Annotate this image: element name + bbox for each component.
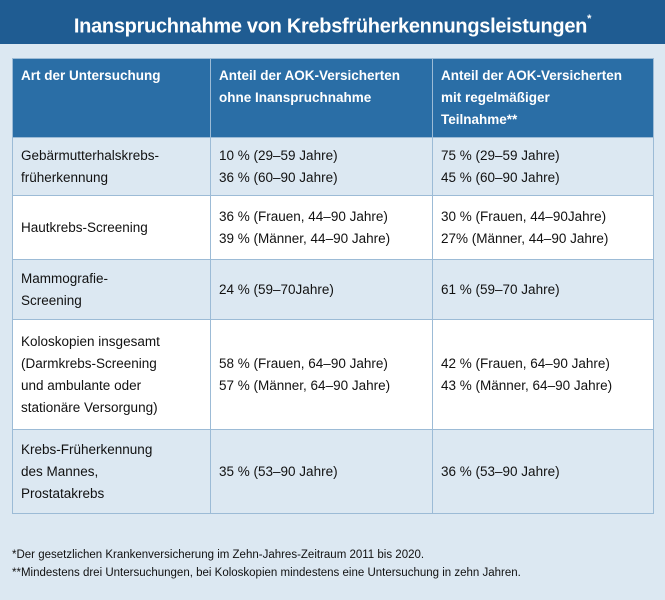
title-footnote-marker: * xyxy=(587,13,592,25)
cell-line: Prostatakrebs xyxy=(21,485,105,501)
cell-line: 36 % (53–90 Jahre) xyxy=(441,463,560,479)
cell-regular xyxy=(433,320,654,430)
header-cell-type xyxy=(13,59,211,138)
cell-line: 57 % (Männer, 64–90 Jahre) xyxy=(219,377,391,393)
cell-without xyxy=(211,138,433,196)
cell-type xyxy=(13,196,211,260)
cell-line: Koloskopien insgesamt xyxy=(21,333,160,349)
header-line: Anteil der AOK-Versicherten xyxy=(219,68,401,83)
cell-regular xyxy=(433,196,654,260)
table-row xyxy=(13,196,654,260)
cell-line: früherkennung xyxy=(21,169,109,185)
cell-line: 75 % (29–59 Jahre) xyxy=(441,147,560,163)
title-bar xyxy=(0,0,665,44)
cell-type xyxy=(13,430,211,514)
cell-line: 61 % (59–70 Jahre) xyxy=(441,281,560,297)
cell-line: 58 % (Frauen, 64–90 Jahre) xyxy=(219,355,388,371)
footnote-2: **Mindestens drei Untersuchungen, bei Koloskopien mindestens eine Untersuchung in zehn Jahren. xyxy=(12,567,521,579)
cell-line: 45 % (60–90 Jahre) xyxy=(441,169,560,185)
table-header-row xyxy=(13,59,654,138)
header-line: Art der Untersuchung xyxy=(21,68,161,83)
cell-line: 30 % (Frauen, 44–90Jahre) xyxy=(441,208,607,224)
footnotes xyxy=(12,546,657,582)
cell-line: 24 % (59–70Jahre) xyxy=(219,281,334,297)
cell-without xyxy=(211,430,433,514)
table-row xyxy=(13,430,654,514)
cell-line: Mammografie- xyxy=(21,270,109,286)
cell-line: 36 % (Frauen, 44–90 Jahre) xyxy=(219,208,388,224)
cell-line: 35 % (53–90 Jahre) xyxy=(219,463,338,479)
cell-regular xyxy=(433,260,654,320)
cell-line: des Mannes, xyxy=(21,463,99,479)
cell-line: und ambulante oder xyxy=(21,377,142,393)
table-row xyxy=(13,138,654,196)
cell-without xyxy=(211,196,433,260)
cell-line: Hautkrebs-Screening xyxy=(21,219,148,235)
cell-line: 27% (Männer, 44–90 Jahre) xyxy=(441,230,609,246)
cell-line: Krebs-Früherkennung xyxy=(21,441,153,457)
header-line: Teilnahme** xyxy=(441,112,518,127)
cell-line: 39 % (Männer, 44–90 Jahre) xyxy=(219,230,391,246)
footnote-1: *Der gesetzlichen Krankenversicherung im Zehn-Jahres-Zeitraum 2011 bis 2020. xyxy=(12,549,425,561)
cell-line: Screening xyxy=(21,292,82,308)
header-line: Anteil der AOK-Versicherten xyxy=(441,68,623,83)
cell-type xyxy=(13,320,211,430)
header-line: ohne Inanspruchnahme xyxy=(219,90,372,105)
screening-table xyxy=(12,58,654,514)
cell-line: Gebärmutterhalskrebs- xyxy=(21,147,160,163)
table-container xyxy=(12,58,653,514)
cell-line: 43 % (Männer, 64–90 Jahre) xyxy=(441,377,613,393)
cell-without xyxy=(211,260,433,320)
cell-type xyxy=(13,138,211,196)
header-line: mit regelmäßiger xyxy=(441,90,550,105)
cell-type xyxy=(13,260,211,320)
cell-without xyxy=(211,320,433,430)
cell-line: 10 % (29–59 Jahre) xyxy=(219,147,338,163)
cell-line: 42 % (Frauen, 64–90 Jahre) xyxy=(441,355,610,371)
header-cell-regular xyxy=(433,59,654,138)
table-row xyxy=(13,320,654,430)
cell-line: stationäre Versorgung) xyxy=(21,399,158,415)
table-row xyxy=(13,260,654,320)
cell-regular xyxy=(433,430,654,514)
cell-line: (Darmkrebs-Screening xyxy=(21,355,157,371)
page-title: Inanspruchnahme von Krebsfrüherkennungsleistungen xyxy=(73,15,588,38)
header-cell-without xyxy=(211,59,433,138)
cell-regular xyxy=(433,138,654,196)
cell-line: 36 % (60–90 Jahre) xyxy=(219,169,338,185)
